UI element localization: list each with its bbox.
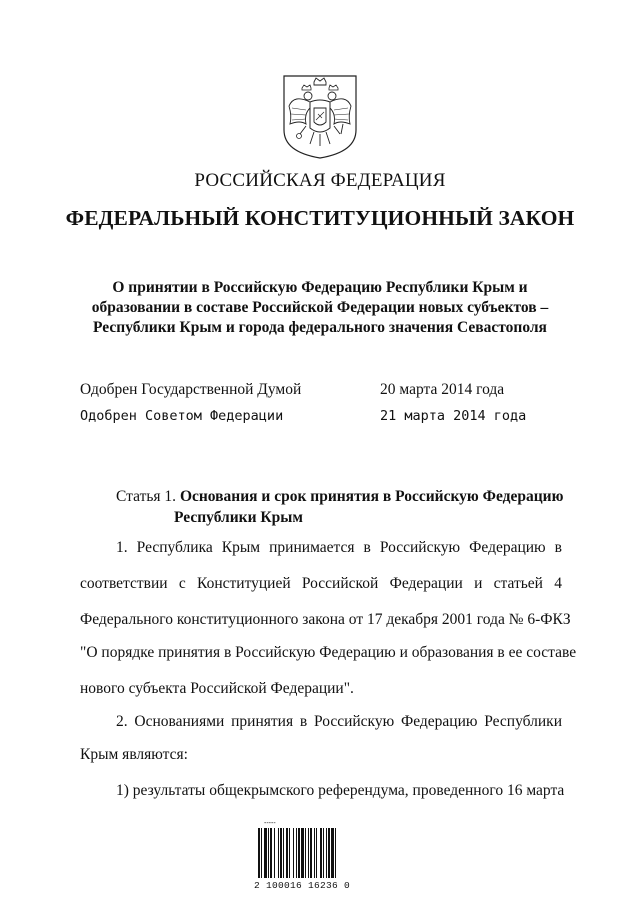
body-line: нового субъекта Российской Федерации".: [80, 680, 354, 697]
barcode-bar: [286, 828, 288, 878]
barcode-bar: [310, 828, 312, 878]
barcode: [254, 820, 384, 890]
barcode-bar: [301, 828, 304, 878]
barcode-bar: [308, 828, 309, 878]
barcode-bars: [256, 828, 372, 878]
body-line: 1) результаты общекрымского референдума, проведенного 16 марта: [116, 782, 565, 799]
barcode-bar: [258, 828, 260, 878]
barcode-bar: [323, 828, 324, 878]
barcode-bar: [274, 828, 275, 878]
barcode-bar: [316, 828, 317, 878]
law-title: [60, 278, 580, 338]
law-type-heading: ФЕДЕРАЛЬНЫЙ КОНСТИТУЦИОННЫЙ ЗАКОН: [65, 206, 575, 230]
barcode-bar: [270, 828, 272, 878]
body-line: Федерального конституционного закона от 17 декабря 2001 года № 6-ФКЗ: [80, 611, 571, 628]
article-title-continued: Республики Крым: [174, 509, 303, 526]
barcode-mark: -----: [264, 820, 276, 827]
barcode-bar: [268, 828, 269, 878]
barcode-bar: [331, 828, 334, 878]
barcode-bar: [283, 828, 284, 878]
barcode-bar: [314, 828, 315, 878]
article-number: Статья 1.: [116, 488, 177, 505]
article-heading: [116, 486, 576, 528]
barcode-bar: [328, 828, 330, 878]
approval-sovet-label: Одобрен Советом Федерации: [80, 408, 284, 424]
barcode-bar: [264, 828, 267, 878]
law-title-line: О принятии в Российскую Федерацию Республики Крым и: [112, 279, 528, 296]
body-line: Крым являются:: [80, 746, 188, 763]
law-title-line: Республики Крым и города федерального значения Севастополя: [93, 319, 547, 336]
barcode-bar: [296, 828, 297, 878]
law-title-line: образовании в составе Российской Федерации новых субъектов –: [91, 299, 549, 316]
approval-duma-label: Одобрен Государственной Думой: [80, 381, 302, 398]
barcode-bar: [298, 828, 300, 878]
barcode-bar: [335, 828, 336, 878]
approval-sovet-date: 21 марта 2014 года: [380, 408, 527, 424]
barcode-bar: [289, 828, 290, 878]
article-title: Основания и срок принятия в Российскую Федерацию: [179, 488, 564, 505]
barcode-bar: [305, 828, 306, 878]
barcode-bar: [320, 828, 322, 878]
barcode-bar: [278, 828, 279, 878]
body-line: "О порядке принятия в Российскую Федерацию и образования в ее составе: [80, 644, 577, 661]
coat-of-arms-emblem: [280, 72, 360, 160]
body-line: 2. Основаниями принятия в Российскую Федерацию Республики: [116, 713, 562, 730]
body-line: 1. Республика Крым принимается в Российскую Федерацию в: [116, 539, 562, 556]
barcode-bar: [293, 828, 294, 878]
body-line: соответствии с Конституцией Российской Федерации и статьей 4: [80, 575, 562, 592]
barcode-bar: [280, 828, 282, 878]
country-name: РОССИЙСКАЯ ФЕДЕРАЦИЯ: [194, 170, 446, 191]
barcode-bar: [261, 828, 262, 878]
barcode-bar: [326, 828, 327, 878]
approval-duma-date: 20 марта 2014 года: [380, 381, 505, 398]
barcode-number: 2 100016 16236 0: [254, 880, 351, 891]
